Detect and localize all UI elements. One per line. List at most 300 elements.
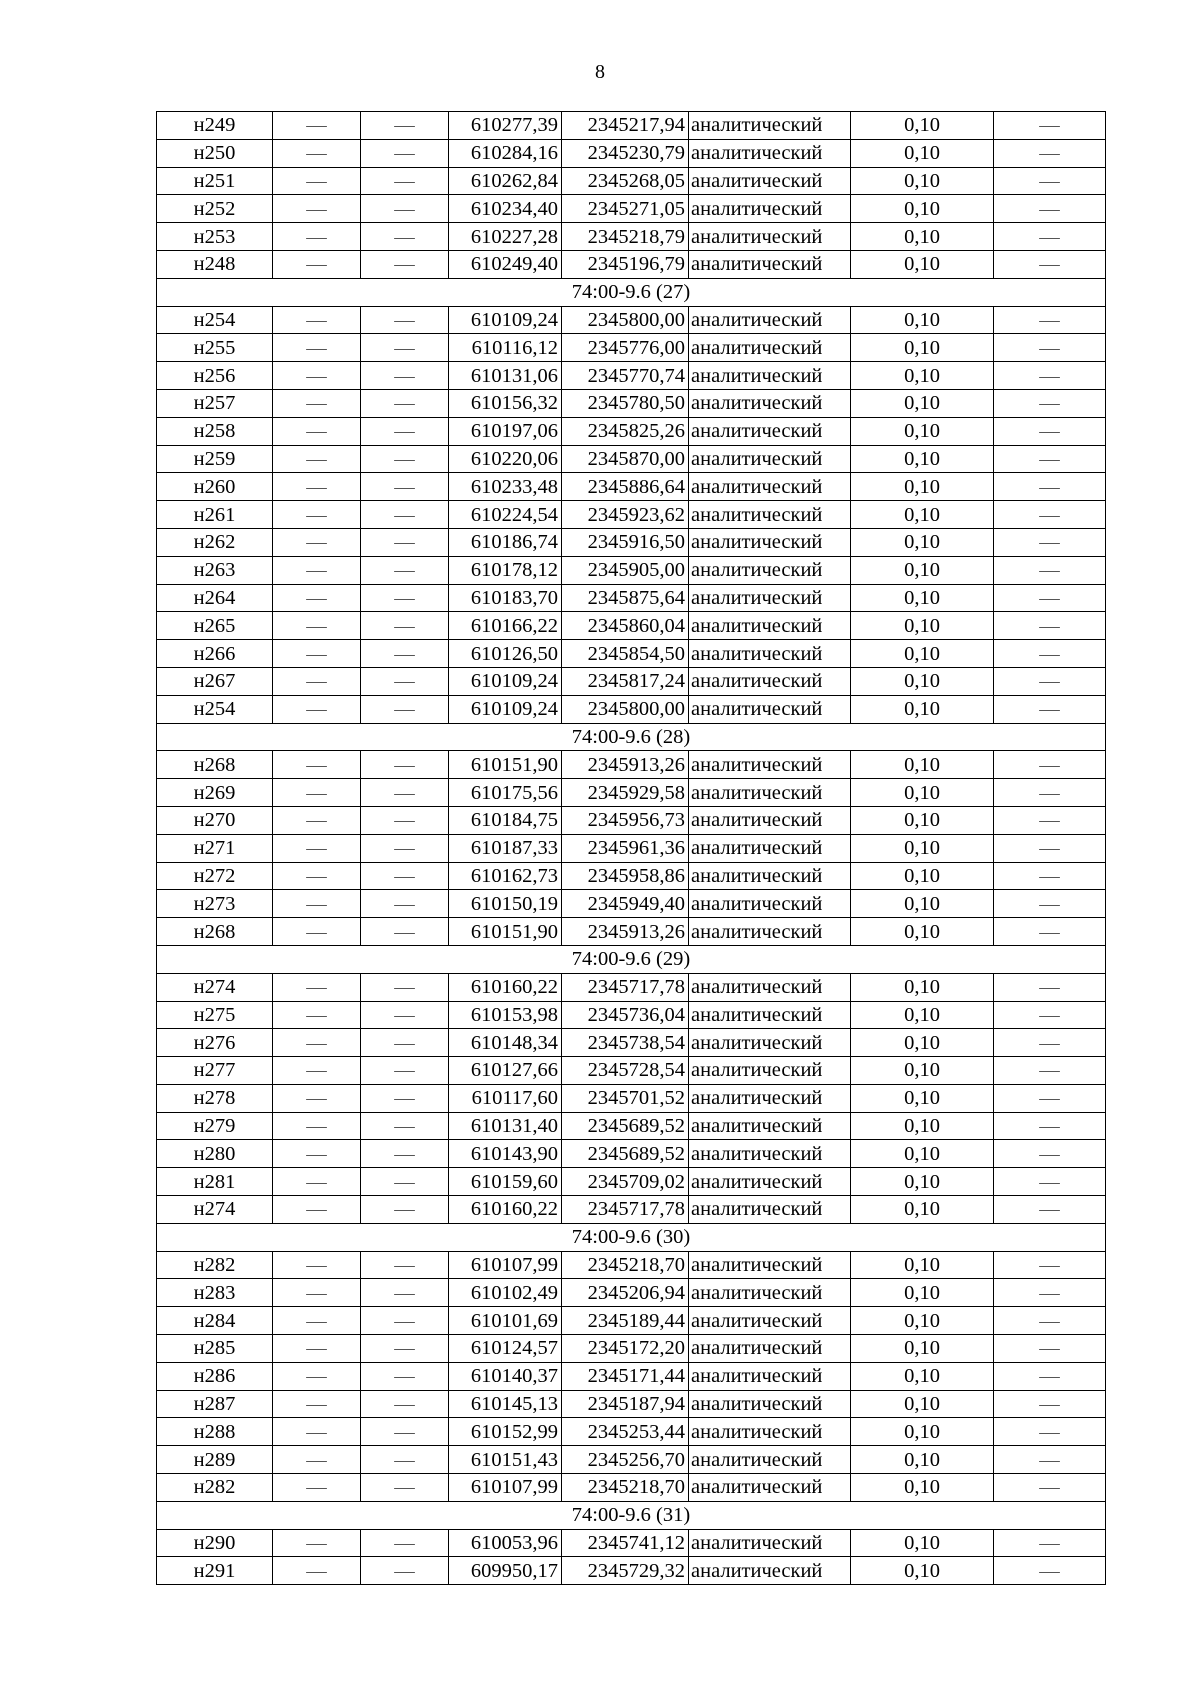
point-name-cell: н287 — [157, 1390, 273, 1418]
accuracy-cell: 0,10 — [851, 250, 994, 278]
point-name-cell: н273 — [157, 890, 273, 918]
table-row — [157, 751, 1106, 779]
description-cell: — — [994, 695, 1106, 723]
y-coordinate-cell: 2345738,54 — [562, 1029, 689, 1057]
y-coordinate-cell: 2345825,26 — [562, 417, 689, 445]
y-coordinate-cell: 2345776,00 — [562, 334, 689, 362]
old-y-cell: — — [361, 640, 449, 668]
old-y-cell: — — [361, 1251, 449, 1279]
old-y-cell: — — [361, 1057, 449, 1085]
table-row — [157, 1029, 1106, 1057]
description-cell: — — [994, 834, 1106, 862]
point-name-cell: н256 — [157, 362, 273, 390]
table-row — [157, 334, 1106, 362]
accuracy-cell: 0,10 — [851, 334, 994, 362]
x-coordinate-cell: 610277,39 — [449, 112, 562, 140]
point-name-cell: н291 — [157, 1557, 273, 1585]
x-coordinate-cell: 610109,24 — [449, 306, 562, 334]
y-coordinate-cell: 2345800,00 — [562, 695, 689, 723]
old-x-cell: — — [273, 918, 361, 946]
description-cell: — — [994, 612, 1106, 640]
point-name-cell: н253 — [157, 223, 273, 251]
method-cell: аналитический — [689, 528, 851, 556]
accuracy-cell: 0,10 — [851, 918, 994, 946]
accuracy-cell: 0,10 — [851, 1362, 994, 1390]
description-cell: — — [994, 528, 1106, 556]
method-cell: аналитический — [689, 1029, 851, 1057]
description-cell: — — [994, 1196, 1106, 1224]
table-row — [157, 1112, 1106, 1140]
x-coordinate-cell: 610175,56 — [449, 779, 562, 807]
method-cell: аналитический — [689, 223, 851, 251]
method-cell: аналитический — [689, 1279, 851, 1307]
old-y-cell: — — [361, 890, 449, 918]
old-y-cell: — — [361, 112, 449, 140]
old-y-cell: — — [361, 779, 449, 807]
x-coordinate-cell: 610131,06 — [449, 362, 562, 390]
section-header-row — [157, 723, 1106, 751]
x-coordinate-cell: 610131,40 — [449, 1112, 562, 1140]
x-coordinate-cell: 610117,60 — [449, 1084, 562, 1112]
method-cell: аналитический — [689, 473, 851, 501]
method-cell: аналитический — [689, 1335, 851, 1363]
old-x-cell: — — [273, 417, 361, 445]
old-y-cell: — — [361, 1390, 449, 1418]
page-number: 8 — [595, 61, 605, 83]
description-cell: — — [994, 1084, 1106, 1112]
table-row — [157, 918, 1106, 946]
x-coordinate-cell: 610197,06 — [449, 417, 562, 445]
table-row — [157, 389, 1106, 417]
y-coordinate-cell: 2345217,94 — [562, 112, 689, 140]
old-y-cell: — — [361, 1196, 449, 1224]
x-coordinate-cell: 610127,66 — [449, 1057, 562, 1085]
x-coordinate-cell: 610126,50 — [449, 640, 562, 668]
old-y-cell: — — [361, 417, 449, 445]
point-name-cell: н279 — [157, 1112, 273, 1140]
x-coordinate-cell: 610107,99 — [449, 1251, 562, 1279]
x-coordinate-cell: 610234,40 — [449, 195, 562, 223]
y-coordinate-cell: 2345271,05 — [562, 195, 689, 223]
old-x-cell: — — [273, 834, 361, 862]
description-cell: — — [994, 1029, 1106, 1057]
old-y-cell: — — [361, 1084, 449, 1112]
y-coordinate-cell: 2345913,26 — [562, 751, 689, 779]
old-y-cell: — — [361, 389, 449, 417]
description-cell: — — [994, 501, 1106, 529]
old-y-cell: — — [361, 667, 449, 695]
table-row — [157, 195, 1106, 223]
table-row — [157, 1557, 1106, 1585]
description-cell: — — [994, 751, 1106, 779]
table-row — [157, 223, 1106, 251]
accuracy-cell: 0,10 — [851, 306, 994, 334]
y-coordinate-cell: 2345817,24 — [562, 667, 689, 695]
method-cell: аналитический — [689, 667, 851, 695]
y-coordinate-cell: 2345689,52 — [562, 1140, 689, 1168]
y-coordinate-cell: 2345253,44 — [562, 1418, 689, 1446]
x-coordinate-cell: 610186,74 — [449, 528, 562, 556]
x-coordinate-cell: 610145,13 — [449, 1390, 562, 1418]
accuracy-cell: 0,10 — [851, 1307, 994, 1335]
y-coordinate-cell: 2345958,86 — [562, 862, 689, 890]
method-cell: аналитический — [689, 556, 851, 584]
method-cell: аналитический — [689, 250, 851, 278]
old-x-cell: — — [273, 640, 361, 668]
table-row — [157, 528, 1106, 556]
y-coordinate-cell: 2345800,00 — [562, 306, 689, 334]
y-coordinate-cell: 2345741,12 — [562, 1529, 689, 1557]
old-x-cell: — — [273, 1279, 361, 1307]
old-y-cell: — — [361, 306, 449, 334]
description-cell: — — [994, 1418, 1106, 1446]
point-name-cell: н269 — [157, 779, 273, 807]
old-x-cell: — — [273, 1418, 361, 1446]
description-cell: — — [994, 918, 1106, 946]
accuracy-cell: 0,10 — [851, 751, 994, 779]
x-coordinate-cell: 610140,37 — [449, 1362, 562, 1390]
old-y-cell: — — [361, 445, 449, 473]
table-row — [157, 1057, 1106, 1085]
accuracy-cell: 0,10 — [851, 223, 994, 251]
old-y-cell: — — [361, 501, 449, 529]
old-x-cell: — — [273, 1557, 361, 1585]
method-cell: аналитический — [689, 612, 851, 640]
section-header-row — [157, 1223, 1106, 1251]
description-cell: — — [994, 1446, 1106, 1474]
accuracy-cell: 0,10 — [851, 1335, 994, 1363]
method-cell: аналитический — [689, 445, 851, 473]
point-name-cell: н267 — [157, 667, 273, 695]
table-row — [157, 1418, 1106, 1446]
description-cell: — — [994, 1307, 1106, 1335]
description-cell: — — [994, 1057, 1106, 1085]
method-cell: аналитический — [689, 1251, 851, 1279]
old-x-cell: — — [273, 139, 361, 167]
description-cell: — — [994, 556, 1106, 584]
method-cell: аналитический — [689, 640, 851, 668]
old-x-cell: — — [273, 779, 361, 807]
description-cell: — — [994, 445, 1106, 473]
table-row — [157, 473, 1106, 501]
section-title: 74:00-9.6 (30) — [157, 1223, 1106, 1251]
y-coordinate-cell: 2345875,64 — [562, 584, 689, 612]
table-row — [157, 1474, 1106, 1502]
y-coordinate-cell: 2345870,00 — [562, 445, 689, 473]
description-cell: — — [994, 1001, 1106, 1029]
point-name-cell: н285 — [157, 1335, 273, 1363]
x-coordinate-cell: 610116,12 — [449, 334, 562, 362]
description-cell: — — [994, 640, 1106, 668]
point-name-cell: н263 — [157, 556, 273, 584]
method-cell: аналитический — [689, 1557, 851, 1585]
point-name-cell: н262 — [157, 528, 273, 556]
table-row — [157, 1529, 1106, 1557]
old-x-cell: — — [273, 862, 361, 890]
point-name-cell: н284 — [157, 1307, 273, 1335]
old-y-cell: — — [361, 918, 449, 946]
coordinates-table — [156, 111, 1106, 1585]
accuracy-cell: 0,10 — [851, 640, 994, 668]
description-cell: — — [994, 306, 1106, 334]
description-cell: — — [994, 1390, 1106, 1418]
accuracy-cell: 0,10 — [851, 417, 994, 445]
point-name-cell: н251 — [157, 167, 273, 195]
y-coordinate-cell: 2345709,02 — [562, 1168, 689, 1196]
y-coordinate-cell: 2345860,04 — [562, 612, 689, 640]
x-coordinate-cell: 610124,57 — [449, 1335, 562, 1363]
point-name-cell: н254 — [157, 695, 273, 723]
table-row — [157, 1196, 1106, 1224]
table-row — [157, 250, 1106, 278]
point-name-cell: н282 — [157, 1474, 273, 1502]
accuracy-cell: 0,10 — [851, 695, 994, 723]
y-coordinate-cell: 2345956,73 — [562, 806, 689, 834]
table-row — [157, 501, 1106, 529]
x-coordinate-cell: 610220,06 — [449, 445, 562, 473]
point-name-cell: н280 — [157, 1140, 273, 1168]
description-cell: — — [994, 167, 1106, 195]
accuracy-cell: 0,10 — [851, 139, 994, 167]
table-row — [157, 1279, 1106, 1307]
old-y-cell: — — [361, 695, 449, 723]
point-name-cell: н268 — [157, 918, 273, 946]
method-cell: аналитический — [689, 584, 851, 612]
accuracy-cell: 0,10 — [851, 1446, 994, 1474]
description-cell: — — [994, 195, 1106, 223]
point-name-cell: н290 — [157, 1529, 273, 1557]
method-cell: аналитический — [689, 695, 851, 723]
point-name-cell: н254 — [157, 306, 273, 334]
description-cell: — — [994, 1362, 1106, 1390]
point-name-cell: н288 — [157, 1418, 273, 1446]
accuracy-cell: 0,10 — [851, 1112, 994, 1140]
old-y-cell: — — [361, 223, 449, 251]
description-cell: — — [994, 417, 1106, 445]
y-coordinate-cell: 2345189,44 — [562, 1307, 689, 1335]
table-row — [157, 1140, 1106, 1168]
method-cell: аналитический — [689, 167, 851, 195]
accuracy-cell: 0,10 — [851, 1390, 994, 1418]
method-cell: аналитический — [689, 389, 851, 417]
accuracy-cell: 0,10 — [851, 528, 994, 556]
old-y-cell: — — [361, 334, 449, 362]
method-cell: аналитический — [689, 890, 851, 918]
accuracy-cell: 0,10 — [851, 1168, 994, 1196]
x-coordinate-cell: 610249,40 — [449, 250, 562, 278]
description-cell: — — [994, 1335, 1106, 1363]
accuracy-cell: 0,10 — [851, 806, 994, 834]
method-cell: аналитический — [689, 973, 851, 1001]
y-coordinate-cell: 2345206,94 — [562, 1279, 689, 1307]
old-y-cell: — — [361, 473, 449, 501]
old-y-cell: — — [361, 556, 449, 584]
old-x-cell: — — [273, 195, 361, 223]
method-cell: аналитический — [689, 1140, 851, 1168]
method-cell: аналитический — [689, 1307, 851, 1335]
x-coordinate-cell: 610227,28 — [449, 223, 562, 251]
method-cell: аналитический — [689, 1390, 851, 1418]
y-coordinate-cell: 2345929,58 — [562, 779, 689, 807]
x-coordinate-cell: 610109,24 — [449, 695, 562, 723]
table-row — [157, 445, 1106, 473]
old-y-cell: — — [361, 139, 449, 167]
method-cell: аналитический — [689, 751, 851, 779]
old-y-cell: — — [361, 973, 449, 1001]
old-y-cell: — — [361, 1474, 449, 1502]
x-coordinate-cell: 610148,34 — [449, 1029, 562, 1057]
y-coordinate-cell: 2345256,70 — [562, 1446, 689, 1474]
table-row — [157, 1446, 1106, 1474]
table-row — [157, 1335, 1106, 1363]
accuracy-cell: 0,10 — [851, 862, 994, 890]
accuracy-cell: 0,10 — [851, 612, 994, 640]
table-row — [157, 695, 1106, 723]
method-cell: аналитический — [689, 862, 851, 890]
description-cell: — — [994, 862, 1106, 890]
old-x-cell: — — [273, 1307, 361, 1335]
description-cell: — — [994, 139, 1106, 167]
accuracy-cell: 0,10 — [851, 1557, 994, 1585]
accuracy-cell: 0,10 — [851, 1029, 994, 1057]
x-coordinate-cell: 610153,98 — [449, 1001, 562, 1029]
old-x-cell: — — [273, 1362, 361, 1390]
y-coordinate-cell: 2345268,05 — [562, 167, 689, 195]
x-coordinate-cell: 610053,96 — [449, 1529, 562, 1557]
table-row — [157, 584, 1106, 612]
point-name-cell: н268 — [157, 751, 273, 779]
accuracy-cell: 0,10 — [851, 779, 994, 807]
table-row — [157, 139, 1106, 167]
old-x-cell: — — [273, 556, 361, 584]
y-coordinate-cell: 2345916,50 — [562, 528, 689, 556]
y-coordinate-cell: 2345717,78 — [562, 973, 689, 1001]
x-coordinate-cell: 610151,43 — [449, 1446, 562, 1474]
description-cell: — — [994, 250, 1106, 278]
y-coordinate-cell: 2345923,62 — [562, 501, 689, 529]
old-y-cell: — — [361, 167, 449, 195]
description-cell: — — [994, 1474, 1106, 1502]
table-row — [157, 1390, 1106, 1418]
x-coordinate-cell: 610284,16 — [449, 139, 562, 167]
accuracy-cell: 0,10 — [851, 584, 994, 612]
x-coordinate-cell: 610160,22 — [449, 973, 562, 1001]
old-y-cell: — — [361, 1557, 449, 1585]
point-name-cell: н258 — [157, 417, 273, 445]
x-coordinate-cell: 610183,70 — [449, 584, 562, 612]
point-name-cell: н259 — [157, 445, 273, 473]
old-y-cell: — — [361, 250, 449, 278]
x-coordinate-cell: 610262,84 — [449, 167, 562, 195]
y-coordinate-cell: 2345736,04 — [562, 1001, 689, 1029]
table-row — [157, 806, 1106, 834]
point-name-cell: н266 — [157, 640, 273, 668]
section-title: 74:00-9.6 (31) — [157, 1501, 1106, 1529]
old-x-cell: — — [273, 1084, 361, 1112]
accuracy-cell: 0,10 — [851, 1251, 994, 1279]
point-name-cell: н289 — [157, 1446, 273, 1474]
table-row — [157, 779, 1106, 807]
method-cell: аналитический — [689, 1474, 851, 1502]
old-y-cell: — — [361, 1001, 449, 1029]
method-cell: аналитический — [689, 306, 851, 334]
old-y-cell: — — [361, 1529, 449, 1557]
old-x-cell: — — [273, 1474, 361, 1502]
method-cell: аналитический — [689, 139, 851, 167]
old-x-cell: — — [273, 389, 361, 417]
table-row — [157, 1307, 1106, 1335]
description-cell: — — [994, 389, 1106, 417]
old-x-cell: — — [273, 501, 361, 529]
accuracy-cell: 0,10 — [851, 167, 994, 195]
point-name-cell: н248 — [157, 250, 273, 278]
old-x-cell: — — [273, 1168, 361, 1196]
old-x-cell: — — [273, 250, 361, 278]
old-x-cell: — — [273, 890, 361, 918]
accuracy-cell: 0,10 — [851, 834, 994, 862]
point-name-cell: н277 — [157, 1057, 273, 1085]
accuracy-cell: 0,10 — [851, 1418, 994, 1446]
old-x-cell: — — [273, 1112, 361, 1140]
old-x-cell: — — [273, 362, 361, 390]
x-coordinate-cell: 610151,90 — [449, 918, 562, 946]
description-cell: — — [994, 1557, 1106, 1585]
accuracy-cell: 0,10 — [851, 1140, 994, 1168]
x-coordinate-cell: 610233,48 — [449, 473, 562, 501]
method-cell: аналитический — [689, 1418, 851, 1446]
old-x-cell: — — [273, 306, 361, 334]
y-coordinate-cell: 2345196,79 — [562, 250, 689, 278]
old-y-cell: — — [361, 1168, 449, 1196]
table-row — [157, 167, 1106, 195]
x-coordinate-cell: 610150,19 — [449, 890, 562, 918]
old-x-cell: — — [273, 612, 361, 640]
x-coordinate-cell: 610107,99 — [449, 1474, 562, 1502]
point-name-cell: н252 — [157, 195, 273, 223]
point-name-cell: н261 — [157, 501, 273, 529]
x-coordinate-cell: 610162,73 — [449, 862, 562, 890]
accuracy-cell: 0,10 — [851, 973, 994, 1001]
y-coordinate-cell: 2345701,52 — [562, 1084, 689, 1112]
table-row — [157, 667, 1106, 695]
point-name-cell: н282 — [157, 1251, 273, 1279]
x-coordinate-cell: 610184,75 — [449, 806, 562, 834]
old-y-cell: — — [361, 862, 449, 890]
old-y-cell: — — [361, 1112, 449, 1140]
old-x-cell: — — [273, 1446, 361, 1474]
x-coordinate-cell: 610159,60 — [449, 1168, 562, 1196]
point-name-cell: н270 — [157, 806, 273, 834]
point-name-cell: н275 — [157, 1001, 273, 1029]
table-row — [157, 834, 1106, 862]
accuracy-cell: 0,10 — [851, 501, 994, 529]
point-name-cell: н272 — [157, 862, 273, 890]
old-y-cell: — — [361, 612, 449, 640]
description-cell: — — [994, 112, 1106, 140]
accuracy-cell: 0,10 — [851, 667, 994, 695]
old-y-cell: — — [361, 1362, 449, 1390]
accuracy-cell: 0,10 — [851, 445, 994, 473]
old-x-cell: — — [273, 973, 361, 1001]
method-cell: аналитический — [689, 1057, 851, 1085]
old-x-cell: — — [273, 445, 361, 473]
section-title: 74:00-9.6 (28) — [157, 723, 1106, 751]
y-coordinate-cell: 2345172,20 — [562, 1335, 689, 1363]
method-cell: аналитический — [689, 195, 851, 223]
x-coordinate-cell: 610151,90 — [449, 751, 562, 779]
description-cell: — — [994, 584, 1106, 612]
accuracy-cell: 0,10 — [851, 1057, 994, 1085]
